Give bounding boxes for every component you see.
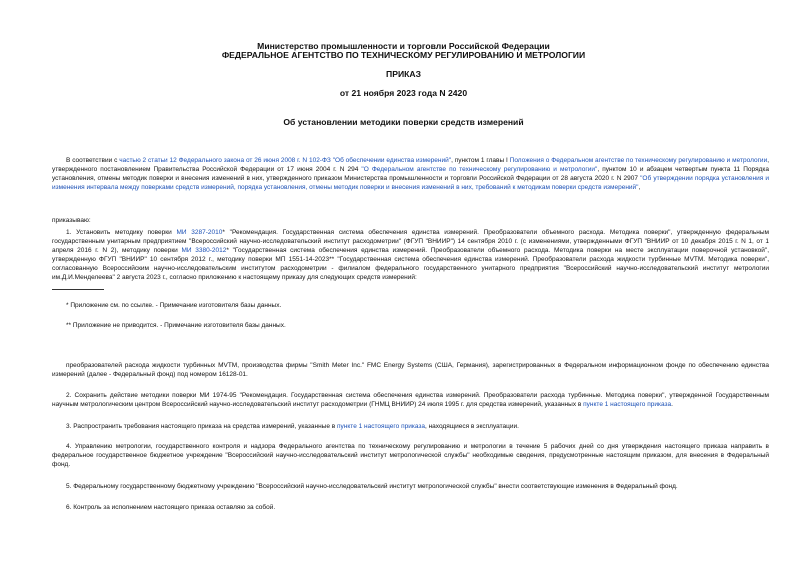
item-1-text-2: * "Рекомендация. Государственная система обеспечения единства измерений. Преобразователи объемного расхода. Методика поверки", утвержденную федеральным государственным унитарным предприятием "Всероссийский научно-исследовательский институт расходометрии" (ФГУП "ВНИИР") 14 сентября 2010 г. (с изменениями, утвержденными ФГУП "ВНИИР от 10 декабря 2015 г. N 1, от 1 апреля 2016 г. N 2), методику поверки: [52, 229, 769, 254]
item-4-paragraph: 4. Управлению метрологии, государственного контроля и надзора Федерального агентства по техническому регулированию и метрологии в течение 5 рабочих дней со дня утверждения настоящего приказа направить в федеральное государственное бюджетное учреждение "Всероссийский научно-исследовательский институт метрологической службы" необходимые сведения, предусмотренные настоящим приказом, для внесения в Федеральный фонд.: [52, 443, 769, 468]
document-title: Об установлении методики поверки средств измерений: [283, 117, 524, 127]
item-2-text-1: 2. Сохранить действие методики поверки МИ 1974-95 "Рекомендация. Государственная система обеспечения единства измерений. Преобразователи расхода турбинные. Методика поверки", утвержденной Государственным научным метрологическим центром Всероссийский научно-исследовательский институт расходометрии (ГНМЦ ВНИИР) 24 июля 1995 г. для средства измерений, указанных в: [52, 392, 769, 408]
preamble-paragraph: [52, 157, 769, 193]
item-3-text-1: 3. Распространить требования настоящего приказа на средства измерений, указанные в: [66, 423, 338, 430]
footnote-2: ** Приложение не приводится. - Примечание изготовителя базы данных.: [66, 322, 286, 329]
agency-name: ФЕДЕРАЛЬНОЕ АГЕНТСТВО ПО ТЕХНИЧЕСКОМУ РЕГУЛИРОВАНИЮ И МЕТРОЛОГИИ: [221, 50, 586, 60]
footnote-divider: [52, 289, 104, 290]
mi-3287-2010-link[interactable]: МИ 3287-2010: [176, 229, 223, 236]
item-3-paragraph: [52, 423, 769, 432]
item-2-point-1-link[interactable]: пункте 1 настоящего приказа: [583, 400, 672, 408]
item-1-paragraph: [52, 229, 769, 282]
order-2907-link[interactable]: "Об утверждении порядка установления и изменения интервала между поверками средств измерений, порядка установления, отмены методик поверки и внесения изменений в них, требований к методикам поверки средств измерений": [52, 174, 769, 191]
footnote-1: * Приложение см. по ссылке. - Примечание изготовителя базы данных.: [66, 302, 282, 309]
preamble-text-4: , пунктом 10 и абзацем четвертым пункта 11 Порядка установления, отмены методик поверки и внесения изменений в них, утвержденного приказом Министерства промышленности и торговли Российской Федерации от 28 августа 2020 г. N 2907: [52, 165, 769, 182]
item-6-paragraph: 6. Контроль за исполнением настоящего приказа оставляю за собой.: [66, 504, 276, 511]
ministry-name: Министерство промышленности и торговли Российской Федерации: [257, 41, 550, 51]
item-2-paragraph: [52, 392, 769, 410]
preamble-text-3: , утвержденного постановлением Правительства Российской Федерации от 17 июня 2004 г. N 294: [52, 157, 770, 173]
item-3-text-2: , находящиеся в эксплуатации.: [424, 423, 519, 430]
order-word: приказываю:: [52, 217, 91, 224]
mi-3380-2012-link[interactable]: МИ 3380-2012: [181, 246, 227, 254]
preamble-text-5: ,: [638, 183, 641, 191]
agency-regulation-link[interactable]: Положения о Федеральном агентстве по техническому регулированию и метрологии: [509, 157, 768, 164]
document-type: ПРИКАЗ: [386, 69, 421, 79]
item-5-paragraph: 5. Федеральному государственному бюджетному учреждению "Всероссийский научно-исследовательский институт метрологической службы" внести соответствующие изменения в Федеральный фонд.: [66, 483, 678, 490]
item-1-continuation: преобразователей расхода жидкости турбинных MVTM, производства фирмы "Smith Meter Inc." FMC Energy Systems (США, Германия), зарегистрированных в Федеральном информационном фонде по обеспечению единства измерений (далее - Федеральный фонд) под номером 16128-01.: [52, 362, 769, 378]
preamble-text-2: , пунктом 1 главы I: [451, 157, 510, 164]
item-1-text-3: * "Государственная система обеспечения единства измерений. Преобразователи объемного расхода. Методика поверки на месте эксплуатации поверочной установкой", утвержденную ФГУП "ВНИИР" 10 сентября 2012 г., методику поверки МП 1551-14-2023** "Государственная система обеспечения единства измерений. Преобразователи расхода жидкости турбинные MVTM. Методика поверки", согласованную Всероссийским научно-исследовательским институтом расходометрии - филиалом федерального государственного унитарного предприятия "Всероссийский научно-исследовательский институт метрологии им.Д.И.Менделеева" 2 августа 2023 г., согласно приложению к настоящему приказу для следующих средств измерений:: [52, 246, 770, 281]
document-date-number: от 21 ноября 2023 года N 2420: [339, 88, 468, 98]
item-2-text-2: .: [671, 400, 673, 408]
preamble-text-1: В соответствии с: [66, 157, 120, 164]
government-decree-294-link[interactable]: "О Федеральном агентстве по техническому регулированию и метрологии": [361, 165, 598, 173]
item-3-point-1-link[interactable]: пункте 1 настоящего приказа: [337, 423, 425, 430]
item-1-text-1: 1. Установить методику поверки: [66, 229, 177, 236]
law-102-fz-link[interactable]: частью 2 статьи 12 Федерального закона от 26 июня 2008 г. N 102-ФЗ "Об обеспечении единства измерений": [119, 157, 452, 164]
